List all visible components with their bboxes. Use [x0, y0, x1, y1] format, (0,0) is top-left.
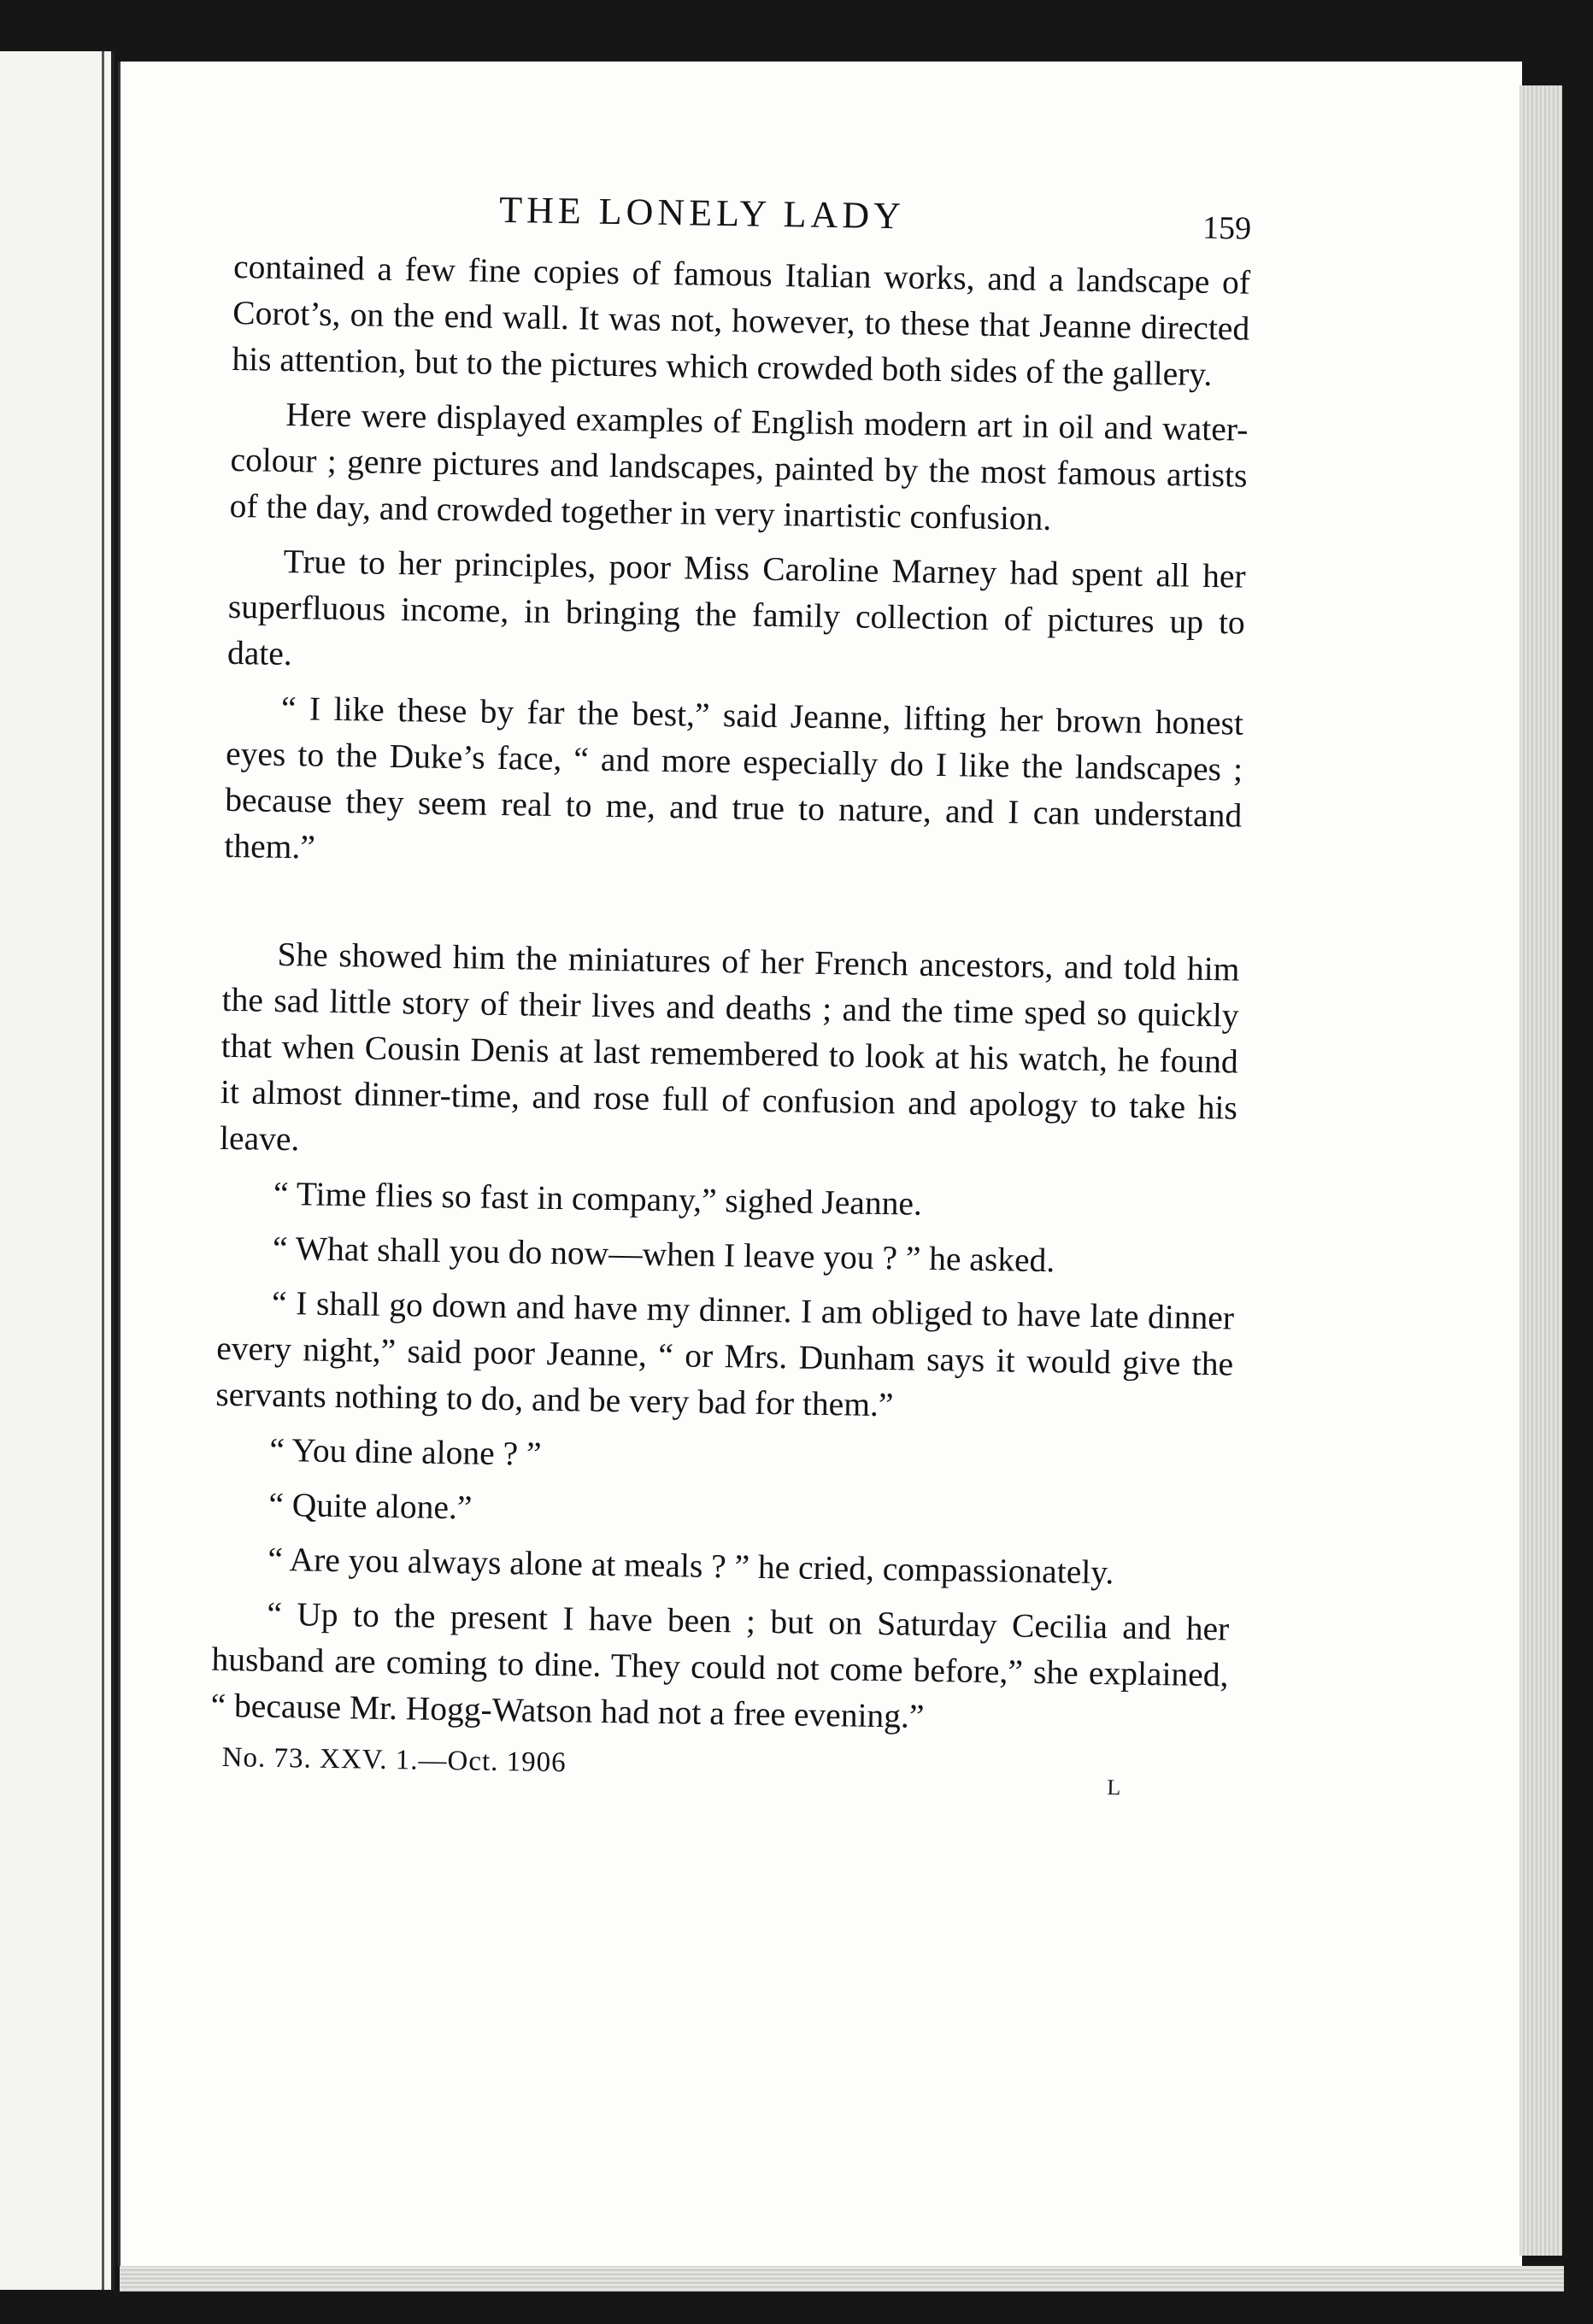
paragraph: “ Time flies so fast in company,” sighed Jeanne.	[273, 1174, 923, 1223]
page-stack-bottom	[120, 2266, 1564, 2292]
paragraph: True to her principles, poor Miss Caroline Marney had spent all her superfluous income, in bringing the family collection of pictures up to date.	[226, 542, 1246, 673]
paragraph: “ I shall go down and have my dinner. I am obliged to have late dinner every night,” said poor Jeanne, “ or Mrs. Dunham says it would give the servants nothing to do, and be very bad for them.”	[215, 1283, 1235, 1424]
paragraph: Here were displayed examples of English modern art in oil and water-colour ; genre pictures and landscapes, painted by the most famous artists of the day, and crowded together in very inartistic confusion.	[229, 395, 1249, 538]
page-stack-edge	[1520, 85, 1562, 2256]
paragraph: “ Up to the present I have been ; but on Saturday Cecilia and her husband are coming to dine. They could not come before,” she explained, “ because Mr. Hogg-Watson had not a free evening.”	[210, 1594, 1230, 1735]
paragraph: “ Quite alone.”	[268, 1485, 473, 1527]
facing-page-edge	[0, 51, 115, 2290]
paragraph: “ Are you always alone at meals ? ” he cried, compassionately.	[267, 1540, 1114, 1592]
signature-note: No. 73. XXV. 1.—Oct. 1906	[221, 1741, 567, 1779]
paragraph: “ What shall you do now—when I leave you ? ” he asked.	[272, 1229, 1055, 1280]
signature-letter: L	[1107, 1775, 1121, 1800]
paragraph: “ You dine alone ? ”	[269, 1430, 542, 1473]
paragraph: “ I like these by far the best,” said Jeanne, lifting her brown honest eyes to the Duke’s face, “ and more especially do I like the landscapes ; because they seem real to me, and true to nature, and I can understand them.”	[224, 689, 1244, 866]
paragraph: contained a few fine copies of famous Italian works, and a landscape of Corot’s, on the end wall. It was not, however, to these that Jeanne directed his attention, but to the pictures which crowded both sides of the gallery.	[232, 247, 1251, 393]
running-head	[234, 167, 1252, 260]
page-content	[209, 167, 1252, 1817]
page-number: 159	[1202, 209, 1252, 247]
running-title: THE LONELY LADY	[498, 188, 906, 238]
paragraph: She showed him the miniatures of her French ancestors, and told him the sad little story of their lives and deaths ; and the time sped so quickly that when Cousin Denis at last remembered to look at his watch, he found it almost dinner-time, and rose full of confusion and apology to take his leave.	[219, 935, 1240, 1159]
